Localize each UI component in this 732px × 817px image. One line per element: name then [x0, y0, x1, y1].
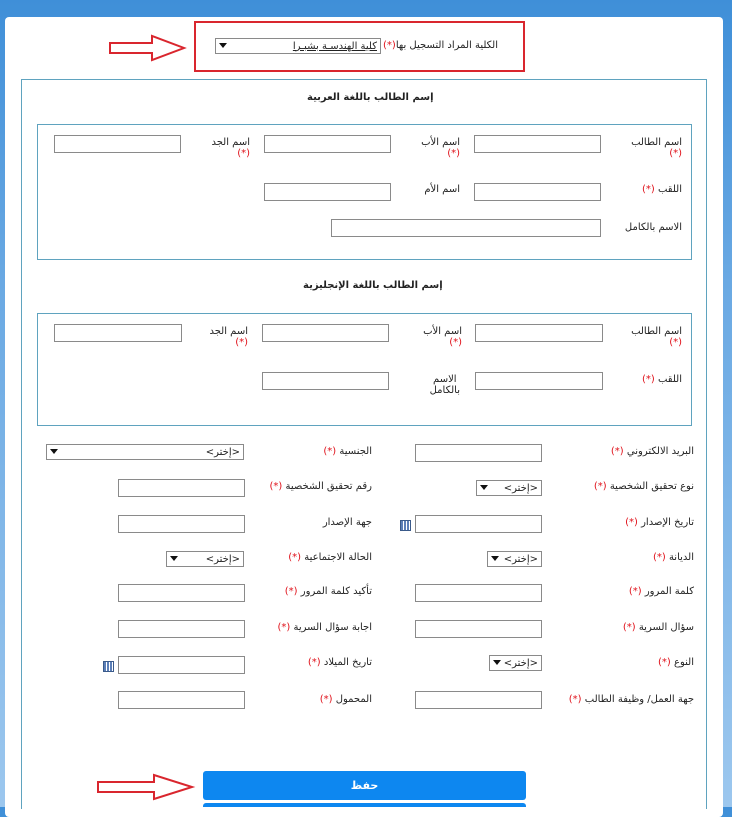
id-number-input[interactable]: [118, 479, 245, 497]
gender-select-value: <إختر>: [503, 657, 538, 669]
id-type-select-value: <إختر>: [503, 482, 538, 494]
issue-date-input[interactable]: [415, 515, 542, 533]
en-full-name-input[interactable]: [262, 372, 389, 390]
employer-input[interactable]: [415, 691, 542, 709]
id-number-label: رقم تحقيق الشخصية (*): [269, 481, 372, 492]
calendar-icon[interactable]: [400, 520, 411, 531]
en-father-name-label: اسم الأب (*): [423, 326, 462, 348]
nationality-select-value: <إختر>: [205, 446, 240, 458]
en-student-name-label: اسم الطالب (*): [631, 326, 682, 348]
gender-select[interactable]: [489, 655, 542, 671]
nationality-label: الجنسية (*): [323, 446, 372, 457]
employer-label: جهة العمل/ وظيفة الطالب (*): [568, 694, 694, 705]
issuer-input[interactable]: [118, 515, 245, 533]
secret-answer-input[interactable]: [118, 620, 245, 638]
chevron-down-icon: [219, 43, 227, 48]
ar-student-name-label: اسم الطالب (*): [631, 137, 682, 159]
faculty-label: الكلية المراد التسجيل بها(*): [383, 40, 498, 51]
english-section-title: إسم الطالب باللغة الإنجليزية: [303, 280, 443, 291]
password-confirm-input[interactable]: [118, 584, 245, 602]
ar-surname-input[interactable]: [474, 183, 601, 201]
annotation-arrow-save-icon: [96, 772, 196, 802]
birth-date-input[interactable]: [118, 656, 245, 674]
password-input[interactable]: [415, 584, 542, 602]
password-label: كلمة المرور (*): [628, 586, 694, 597]
en-grandfather-name-label: اسم الجد (*): [209, 326, 248, 348]
id-type-label: نوع تحقيق الشخصية (*): [593, 481, 694, 492]
issue-date-label: تاريخ الإصدار (*): [625, 517, 694, 528]
ar-grandfather-name-input[interactable]: [54, 135, 181, 153]
en-student-name-input[interactable]: [475, 324, 603, 342]
marital-status-select-value: <إختر>: [205, 553, 240, 565]
email-input[interactable]: [415, 444, 542, 462]
religion-select[interactable]: [487, 551, 542, 567]
secondary-button-edge[interactable]: [203, 803, 526, 807]
email-label: البريد الالكتروني (*): [610, 446, 694, 457]
ar-full-name-label: الاسم بالكامل: [624, 222, 682, 233]
secret-answer-label: اجابة سؤال السرية (*): [277, 622, 372, 633]
en-surname-input[interactable]: [475, 372, 603, 390]
mobile-input[interactable]: [118, 691, 245, 709]
birth-date-label: تاريخ الميلاد (*): [307, 657, 372, 668]
ar-mother-name-input[interactable]: [264, 183, 391, 201]
religion-select-value: <إختر>: [503, 553, 538, 565]
password-confirm-label: تأكيد كلمة المرور (*): [284, 586, 372, 597]
ar-father-name-label: اسم الأب (*): [421, 137, 460, 159]
id-type-select[interactable]: [476, 480, 542, 496]
en-father-name-input[interactable]: [262, 324, 389, 342]
religion-label: الديانة (*): [652, 552, 694, 563]
calendar-icon[interactable]: [103, 661, 114, 672]
chevron-down-icon: [491, 556, 499, 561]
marital-status-select[interactable]: [166, 551, 244, 567]
en-grandfather-name-input[interactable]: [54, 324, 182, 342]
arabic-section-title: إسم الطالب باللغة العربية: [307, 92, 434, 103]
save-button[interactable]: حفظ: [203, 771, 526, 800]
ar-student-name-input[interactable]: [474, 135, 601, 153]
chevron-down-icon: [480, 485, 488, 490]
en-full-name-label: الاسم بالكامل: [429, 374, 460, 396]
ar-father-name-input[interactable]: [264, 135, 391, 153]
marital-status-label: الحالة الاجتماعية (*): [288, 552, 372, 563]
issuer-label: جهة الإصدار: [322, 517, 372, 528]
en-surname-label: اللقب (*): [641, 374, 682, 385]
gender-label: النوع (*): [658, 657, 694, 668]
ar-grandfather-name-label: اسم الجد (*): [211, 137, 250, 159]
secret-question-label: سؤال السرية (*): [622, 622, 694, 633]
ar-full-name-input[interactable]: [331, 219, 601, 237]
secret-question-input[interactable]: [415, 620, 542, 638]
faculty-select-value: كلية الهندسـة بشبـرا: [292, 40, 377, 52]
ar-surname-label: اللقب (*): [641, 184, 682, 195]
faculty-select[interactable]: [215, 38, 381, 54]
annotation-arrow-faculty-icon: [108, 34, 188, 62]
ar-mother-name-label: اسم الأم: [424, 184, 460, 195]
nationality-select[interactable]: [46, 444, 244, 460]
chevron-down-icon: [493, 660, 501, 665]
chevron-down-icon: [50, 449, 58, 454]
chevron-down-icon: [170, 556, 178, 561]
mobile-label: المحمول (*): [319, 694, 372, 705]
